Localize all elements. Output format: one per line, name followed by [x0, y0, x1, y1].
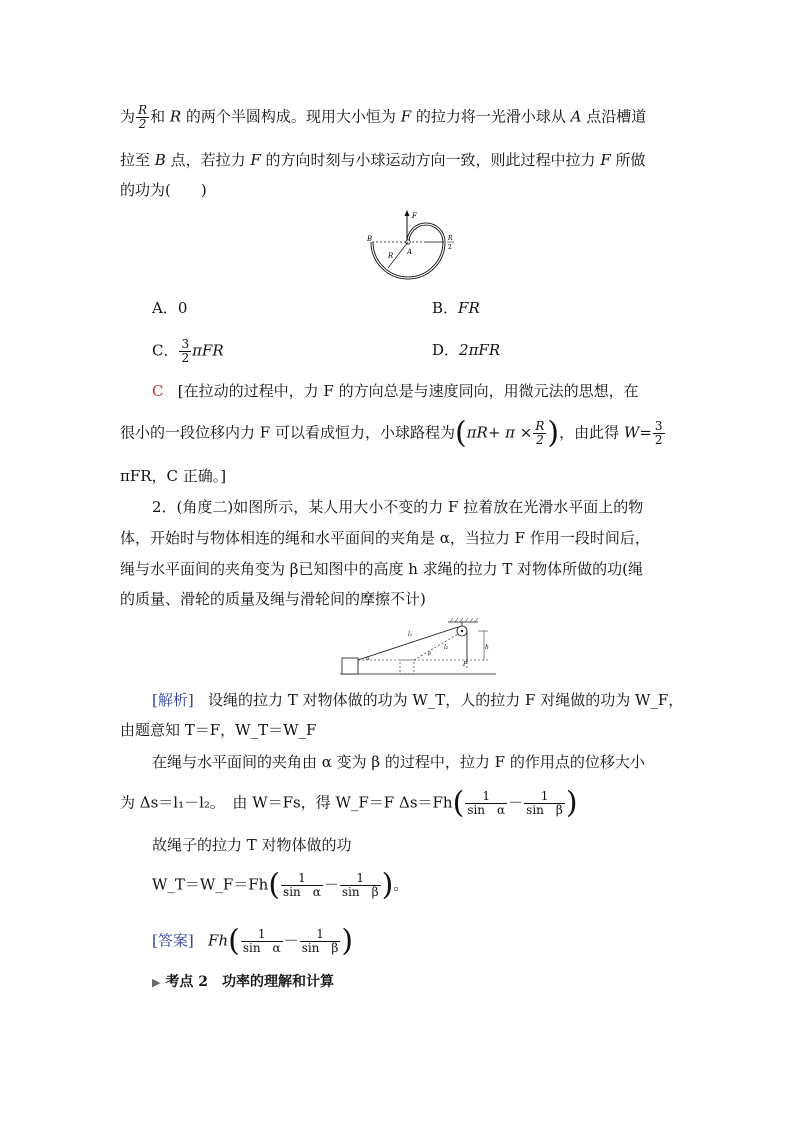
svg-text:R: R	[448, 235, 453, 242]
svg-text:l₂: l₂	[444, 644, 449, 651]
svg-text:R: R	[388, 252, 394, 260]
q2-line3: 绳与水平面间的夹角变为 β已知图中的高度 h 求绳的拉力 T 对物体所做的功(绳	[120, 560, 644, 578]
solution-line4: 为 Δs＝l₁－l₂。 由 W＝Fs，得 W_F＝F Δs＝Fh( $\frac{1}{\text{sin α}}$ － $\frac{1}{\text{sin β}}$ )	[120, 785, 578, 821]
svg-text:F: F	[463, 661, 468, 668]
svg-text:A: A	[407, 248, 413, 256]
semicircle-track-figure	[360, 208, 470, 288]
q2-line2: 体，开始时与物体相连的绳和水平面间的夹角是 α，当拉力 F 作用一段时间后，	[120, 529, 650, 547]
svg-text:F: F	[412, 212, 417, 220]
section-heading: ▶ 考点 2 功率的理解和计算	[152, 974, 334, 990]
svg-text:l₁: l₁	[408, 631, 413, 638]
svg-text:β: β	[428, 651, 431, 657]
q2-line1: 2．(角度二)如图所示，某人用大小不变的力 F 拉着放在光滑水平面上的物	[152, 498, 644, 516]
q1-line1: 为 $\frac{R}{2}$ 和 R 的两个半圆构成。现用大小恒为 F 的拉力将一光滑小球从 A 点沿槽道	[120, 103, 647, 131]
play-marker-icon: ▶	[152, 976, 161, 989]
solution-line6: W_T＝W_F＝Fh( $\frac{1}{\text{sin α}}$ － $\frac{1}{\text{sin β}}$ )。	[152, 867, 409, 903]
solution-line1: [解析] 设绳的拉力 T 对物体做的功为 W_T，人的拉力 F 对绳做的功为 W_F，	[152, 691, 684, 709]
answer-letter: C	[152, 382, 164, 400]
answer-line: [答案] Fh( $\frac{1}{\text{sin α}}$ － $\frac{1}{\text{sin β}}$ )	[152, 923, 354, 959]
q1-explanation-line3: πFR，C 正确。]	[120, 467, 227, 485]
option-a: A．0	[152, 299, 188, 317]
solution-line3: 在绳与水平面间的夹角由 α 变为 β 的过程中，拉力 F 的作用点的位移大小	[152, 753, 645, 771]
fraction-r-over-2: $\frac{R}{2}$	[138, 103, 148, 131]
q1-line3: 的功为( )	[120, 181, 207, 199]
jiexi-tag: [解析]	[152, 691, 194, 709]
q1-line2: 拉至 B 点，若拉力 F 的方向时刻与小球运动方向一致，则此过程中拉力 F 所做	[120, 151, 646, 169]
svg-text:B: B	[367, 235, 373, 243]
solution-line5: 故绳子的拉力 T 对物体做的功	[152, 836, 352, 854]
q2-line4: 的质量、滑轮的质量及绳与滑轮间的摩擦不计)	[120, 590, 426, 608]
svg-text:2: 2	[448, 244, 452, 251]
svg-text:α: α	[366, 656, 370, 662]
q1-explanation-line2: 很小的一段位移内力 F 可以看成恒力，小球路程为(πR+ π × $\frac{R}{2}$ )，由此得 W= $\frac{3}{2}$	[120, 415, 663, 451]
daan-tag: [答案]	[152, 931, 194, 950]
q1-explanation-line1: C [在拉动的过程中，力 F 的方向总是与速度同向，用微元法的思想，在	[152, 382, 639, 400]
solution-line2: 由题意知 T＝F，W_T＝W_F	[120, 721, 317, 739]
option-c: C． $\frac{3}{2}$ πFR	[152, 337, 224, 365]
svg-text:h: h	[485, 644, 489, 651]
option-b: B．FR	[432, 299, 480, 317]
pulley-figure	[338, 616, 498, 676]
option-d: D．2πFR	[432, 341, 501, 359]
